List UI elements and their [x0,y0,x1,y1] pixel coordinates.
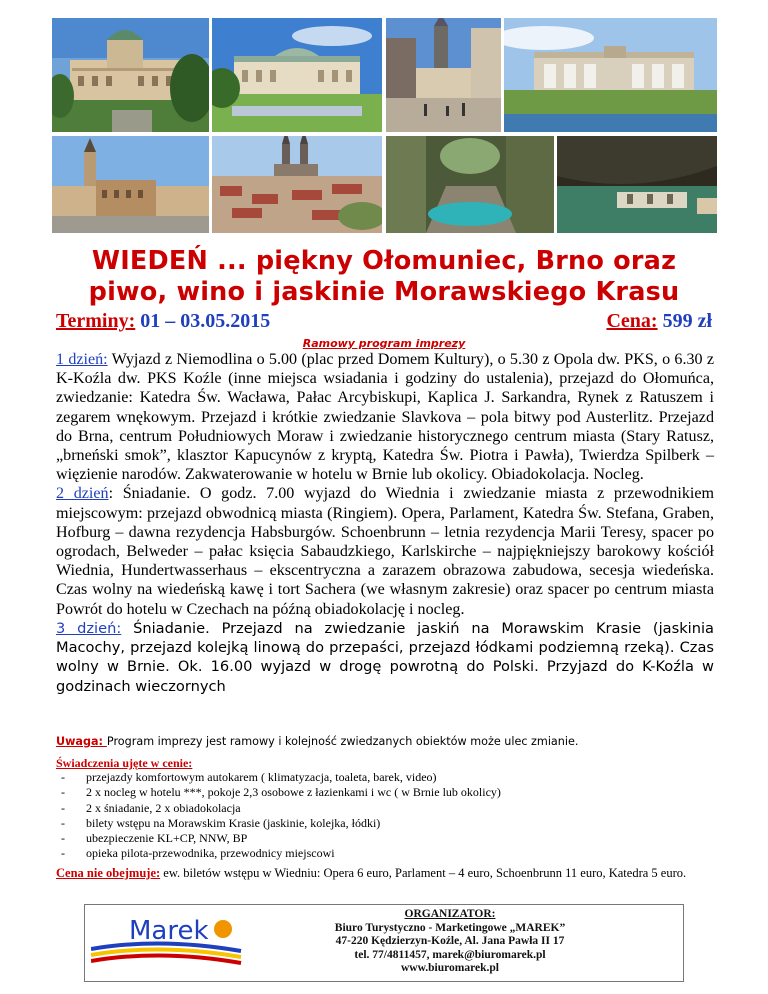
included-heading: Świadczenia ujęte w cenie: [56,756,193,770]
included-list [56,770,501,862]
logo-text: Marek [129,916,209,946]
note-label: Uwaga: [56,735,107,748]
day-2-paragraph [56,484,714,618]
organizer-info [285,908,615,976]
organizer-name: Biuro Turystyczno - Marketingowe „MAREK” [334,921,566,934]
organizer-contact: tel. 77/4811457, marek@biuromarek.pl [354,948,546,961]
list-item: - opieka pilota-przewodnika, przewodnicy miejscowi [56,846,501,861]
organizer-heading: ORGANIZATOR: [404,908,496,920]
program-text [56,350,714,696]
list-item: - 2 x nocleg w hotelu ***, pokoje 2,3 osobowe z łazienkami i wc ( w Brnie lub okolicy) [56,785,501,800]
note-text: Program imprezy jest ramowy i kolejność zwiedzanych obiektów może ulec zmianie. [106,735,579,748]
gloriette-photo [504,18,717,132]
cave-lake-photo [386,136,554,233]
organizer-website[interactable]: www.biuromarek.pl [401,962,499,974]
cave-boat-photo [557,136,717,233]
day-2-text: : Śniadanie. O godz. 7.00 wyjazd do Wiednia i zwiedzanie miasta z przewodnikiem miejscowym: przejazd obwodnicą miasta (Ringiem). Opera, Parlament, Katedra Św. Stefana, Graben, Hofburg – dawna rezydencja Habsburgów. Schoenbrunn – letnia rezydencja Marii Teresy, spacer po ogrodach, Belweder – pałac księcia Sabaudzkiego, Karlskirche – najpiękniejszy barokowy kościół Wiednia, Hundertwasserhaus – ekscentryczna a zarazem obrazowa zabudowa, secesja wiedeńska. Czas wolny na wiedeńską kawę i tort Sachera (we własnym zakresie) oraz spacer po centrum miasta Powrót do hotelu w Czechach na późną obiadokolację i nocleg. [56,485,714,618]
list-item: - bilety wstępu na Morawskim Krasie (jaskinie, kolejka, łódki) [56,816,501,831]
excluded-label: Cena nie obejmuje: [56,866,161,880]
list-item: - przejazdy komfortowym autokarem ( klimatyzacja, toaleta, barek, video) [56,770,501,785]
organizer-address: 47-220 Kędzierzyn-Koźle, Al. Jana Pawła II 17 [335,935,565,947]
page-title [40,246,728,308]
program-subheading: Ramowy program imprezy [302,337,466,350]
day-1-paragraph [56,350,714,484]
brno-panorama-photo [212,136,382,233]
vienna-museum-photo [52,18,209,132]
price-value: 599 zł [662,310,712,332]
title-line-2: piwo, wino i jaskinie Morawskiego Krasu [88,277,680,307]
vienna-street-photo [386,18,501,132]
olomouc-town-hall-photo [52,136,209,233]
program-note [56,735,578,748]
belvedere-palace-photo [212,18,382,132]
excluded-body: ew. biletów wstępu w Wiedniu: Opera 6 euro, Parlament – 4 euro, Schoenbrunn 11 euro, Katedra 5 euro. [160,866,687,880]
terms-label: Terminy: [56,310,136,332]
terms-value: 01 – 03.05.2015 [140,310,271,332]
sun-icon [214,920,232,938]
excluded-text [56,866,714,881]
day-3-text: Śniadanie. Przejazd na zwiedzanie jaskiń na Morawskim Krasie (jaskinia Macochy, przejazd kolejką linową do przepaści, przejazd łódkami podziemną rzeką). Czas wolny w Brnie. Ok. 16.00 wyjazd w drogę powrotną do Polski. Przyjazd do K-Koźla w godzinach wieczornych [56,619,714,695]
marek-logo [91,909,251,979]
day-2-label: 2 dzień [56,485,109,503]
day-3-paragraph [56,619,714,696]
terms [56,310,270,333]
day-1-label: 1 dzień: [56,351,108,368]
organizer-box [84,904,684,982]
list-item: - 2 x śniadanie, 2 x obiadokolacja [56,801,501,816]
price [606,310,712,333]
title-line-1: WIEDEŃ ... piękny Ołomuniec, Brno oraz [91,246,677,276]
day-3-label: 3 dzień: [56,619,122,637]
price-label: Cena: [606,310,658,332]
day-1-text: Wyjazd z Niemodlina o 5.00 (plac przed Domem Kultury), o 5.30 z Opola dw. PKS, o 6.30 z K-Koźla dw. PKS Koźle (inne miejsca wsiadania i godziny do ustalenia), przejazd do Ołomuńca, zwiedzanie: Katedra Św. Wacława, Pałac Arcybiskupi, Kaplica J. Sarkandra, Rynek z Ratuszem i zegarem wnękowym. Przejazd i krótkie zwiedzanie Slavkova – pola bitwy pod Austerlitz. Przejazd do Brna, centrum Południowych Moraw i zwiedzanie historycznego centrum miasta (Stary Ratusz, „brneński smok”, klasztor Kapucynów z kryptą, Katedra Św. Piotra i Pawła), Twierdza Spilberk – więzienie narodów. Zakwaterowanie w hotelu w Brnie lub okolicy. Obiadokolacja. Nocleg. [56,351,714,484]
list-item: - ubezpieczenie KL+CP, NNW, BP [56,831,501,846]
